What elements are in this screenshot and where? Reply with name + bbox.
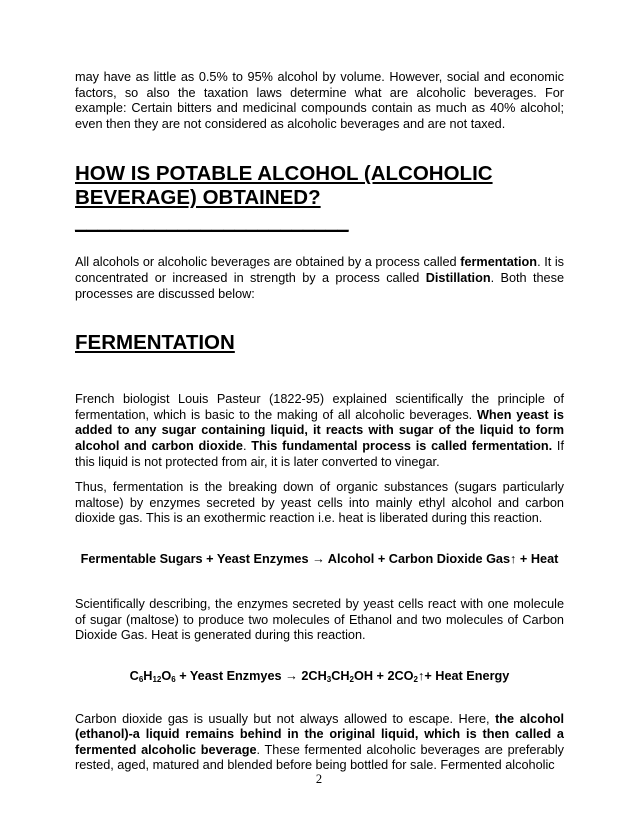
paragraph-obtained [75, 255, 564, 302]
term-fermentation: fermentation [460, 255, 538, 270]
heading-obtained-line1: HOW IS POTABLE ALCOHOL (ALCOHOLIC [75, 162, 493, 186]
paragraph-breakdown: Thus, fermentation is the breaking down of organic substances (sugars particularly maltose) by enzymes secreted by yeast cells into mainly ethyl alcohol and carbon dioxide gas. This is an exothermic reaction i.e. heat is liberated during this reaction. [75, 480, 564, 526]
subscript: 3 [326, 674, 332, 684]
equation-text: Fermentable Sugars + Yeast Enzymes [80, 551, 313, 566]
paragraph-pasteur [75, 392, 564, 470]
term-distillation: Distillation [425, 270, 491, 285]
text-run: French biologist Louis Pasteur (1822-95) explained scientifically the principle of fermentation, which is basic to the making of all alcoholic beverages. [75, 392, 564, 422]
heading-fermentation: FERMENTATION [75, 331, 235, 355]
paragraph-intro-continued: may have as little as 0.5% to 95% alcohol by volume. However, social and economic factors, so also the taxation laws determine what are alcoholic beverages. For example: Certain bitters and medicinal compounds contain as much as 40% alcohol; even then they are not considered as alcoholic beverages and are not taxed. [75, 70, 564, 131]
equation-chemical [75, 668, 564, 684]
equation-text: + Heat Energy [424, 668, 510, 683]
equation-text: + Heat [516, 551, 559, 566]
subscript: 2 [349, 674, 354, 684]
text-run: . It is concentrated or increased in strength by a process called [75, 255, 565, 285]
bold-run: This fundamental process is called fermentation. [251, 438, 553, 453]
document-page [75, 70, 564, 774]
paragraph-co2 [75, 712, 564, 774]
equation-text: O [161, 668, 172, 683]
up-arrow-icon: ↑ [510, 551, 517, 566]
heading-obtained [75, 162, 564, 234]
subscript: 12 [152, 674, 162, 684]
page-number: 2 [315, 772, 323, 786]
equation-text: 2CH [297, 668, 327, 683]
text-run: . [242, 438, 252, 453]
subscript: 2 [413, 674, 418, 684]
bold-run: When yeast is added to any sugar containing liquid, it reacts with sugar of the liquid to form alcohol and carbon dioxide [75, 407, 564, 453]
right-arrow-icon: → [285, 668, 298, 683]
equation-text: H [143, 668, 153, 683]
subscript: 6 [171, 674, 176, 684]
text-run: Carbon dioxide gas is usually but not always allowed to escape. Here, [75, 711, 496, 726]
heading-obtained-line2: BEVERAGE) OBTAINED? [75, 186, 321, 210]
text-run: . These fermented alcoholic beverages are preferably rested, aged, matured and blended before being bottled for sale. Fermented alcoholic [75, 742, 564, 773]
paragraph-scientific: Scientifically describing, the enzymes secreted by yeast cells react with one molecule of sugar (maltose) to produce two molecules of Ethanol and two molecules of Carbon Dioxide Gas. Heat is generated during this reaction. [75, 596, 564, 643]
equation-text: OH + 2CO [353, 668, 414, 683]
subscript: 6 [138, 674, 144, 684]
text-run: If this liquid is not protected from air, it is later converted to vinegar. [75, 438, 564, 469]
text-run: . Both these processes are discussed below: [75, 270, 564, 301]
text-run: All alcohols or alcoholic beverages are obtained by a process called [75, 255, 461, 270]
bold-run: the alcohol (ethanol)-a liquid remains behind in the original liquid, which is then called a fermented alcoholic beverage [75, 711, 565, 757]
equation-words [75, 551, 564, 567]
equation-text: CH [331, 668, 350, 683]
heading-obtained-trail: ________________________ [75, 210, 349, 234]
up-arrow-icon: ↑ [418, 668, 425, 683]
right-arrow-icon: → [312, 551, 325, 566]
equation-text: + Yeast Enzmyes [175, 668, 286, 683]
equation-text: C [129, 668, 139, 683]
equation-text: Alcohol + Carbon Dioxide Gas [324, 551, 511, 566]
